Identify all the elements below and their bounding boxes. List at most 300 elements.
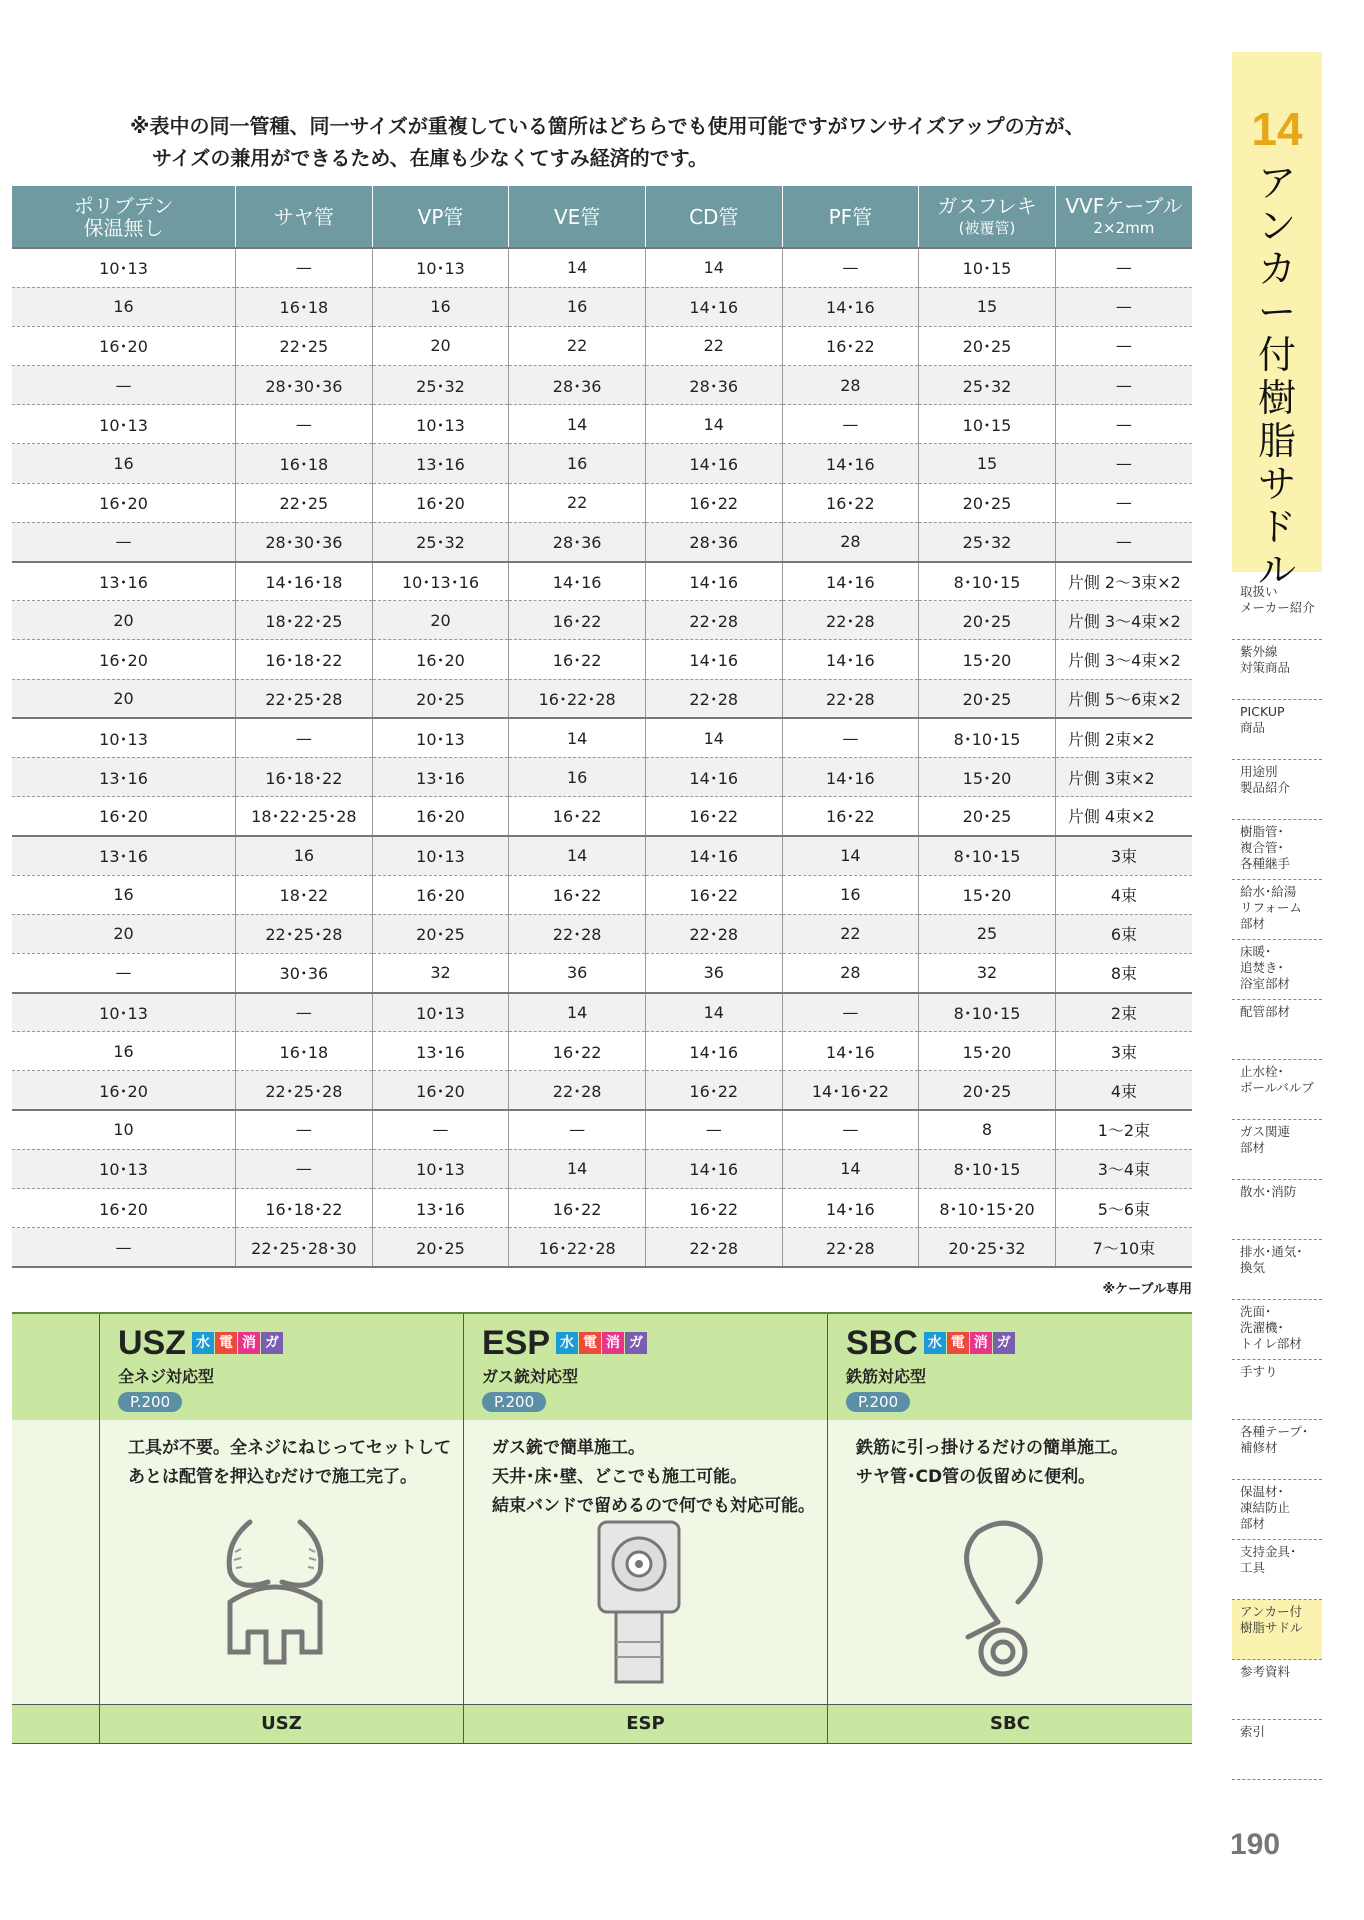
table-cell: — [782,1110,919,1149]
table-row [12,875,1192,914]
table-cell: 30･36 [236,953,373,992]
usage-note-line2: サイズの兼用ができるため、在庫も少なくてすみ経済的です。 [152,146,708,170]
product-body [828,1420,1192,1704]
cable-note: ※ケーブル専用 [1102,1282,1192,1297]
table-cell: 32 [919,953,1056,992]
sidebar-nav-item[interactable]: 配管部材 [1232,1000,1322,1060]
table-cell: 10･13 [372,405,509,444]
sidebar-nav-item[interactable]: ガス関連 部材 [1232,1120,1322,1180]
table-cell: 14･16 [645,1032,782,1071]
table-cell: 10･13 [372,1149,509,1188]
table-cell: 22･28 [645,914,782,953]
page-number: 190 [1230,1828,1281,1861]
table-cell: 20 [12,679,236,718]
chapter-title-char: サ [1257,462,1296,506]
table-cell: 28･36 [509,366,646,405]
product-panel [12,1312,1192,1742]
table-cell: 14･16･18 [236,562,373,601]
table-cell: 14 [509,718,646,757]
table-cell: 16 [12,1032,236,1071]
table-cell: 22 [509,326,646,365]
column-header: VVFケーブル 2×2mm [1055,186,1192,248]
usage-badge: 電 [215,1332,237,1354]
table-cell: 16･18 [236,287,373,326]
table-cell: 16･22 [645,875,782,914]
chapter-title-char: 付 [1257,333,1296,377]
table-cell: 36 [645,953,782,992]
table-cell: — [1055,366,1192,405]
table-cell: 13･16 [372,757,509,796]
table-cell: 20･25 [919,601,1056,640]
table-cell: 16･22 [782,483,919,522]
table-cell: 16･18･22 [236,1189,373,1228]
usage-badges [556,1332,648,1354]
table-cell: 7〜10束 [1055,1228,1192,1267]
table-cell: 22･25･28 [236,914,373,953]
table-cell: 28･36 [509,522,646,561]
table-cell: — [12,953,236,992]
sidebar-nav-item[interactable]: 支持金具･ 工具 [1232,1540,1322,1600]
table-cell: 14･16 [645,287,782,326]
chapter-tab[interactable] [1232,52,1322,592]
usage-badge: 電 [947,1332,969,1354]
table-cell: 14 [645,993,782,1032]
usage-badge: 消 [602,1332,624,1354]
table-row [12,1228,1192,1267]
table-cell: 13･16 [372,1032,509,1071]
table-cell: 28 [782,522,919,561]
table-cell: 20 [12,914,236,953]
table-cell: 15･20 [919,875,1056,914]
table-row [12,1149,1192,1188]
table-cell: 16･22 [645,1189,782,1228]
table-cell: 14 [645,405,782,444]
table-cell: 14･16 [645,640,782,679]
sidebar-nav-item[interactable]: PICKUP 商品 [1232,700,1322,760]
column-header: ガスフレキ (被覆管) [919,186,1056,248]
table-row [12,718,1192,757]
table-cell: 8･10･15 [919,562,1056,601]
table-cell: 28･30･36 [236,366,373,405]
table-cell: 22･28 [782,679,919,718]
chapter-number: 14 [1251,103,1303,155]
table-cell: 16･22 [509,1032,646,1071]
page-reference-link[interactable]: P.200 [118,1392,182,1412]
table-row [12,405,1192,444]
table-cell: 16･22 [645,797,782,836]
sidebar-nav-item[interactable]: 排水･通気･ 換気 [1232,1240,1322,1300]
sidebar-nav-item[interactable]: 床暖･ 追焚き･ 浴室部材 [1232,940,1322,1000]
panel-side [12,1420,100,1704]
product-name: USZ [118,1324,186,1362]
table-row [12,601,1192,640]
table-cell: 16･22 [645,483,782,522]
table-cell: 25･32 [919,522,1056,561]
table-row [12,483,1192,522]
sidebar-nav-item[interactable]: 給水･給湯 リフォーム 部材 [1232,880,1322,940]
table-cell: 28 [782,366,919,405]
table-cell: 16 [236,836,373,875]
table-cell: — [12,522,236,561]
table-cell: 16･22 [509,1189,646,1228]
table-cell: 8･10･15 [919,718,1056,757]
table-cell: 13･16 [12,757,236,796]
product-footer-label: USZ [100,1704,464,1744]
table-cell: 16･20 [12,797,236,836]
sidebar-nav-item[interactable]: アンカー付 樹脂サドル [1232,1600,1322,1660]
table-cell: 10･13 [372,836,509,875]
table-cell: 16･18･22 [236,757,373,796]
table-cell: 14 [782,1149,919,1188]
table-cell: 22･25･28･30 [236,1228,373,1267]
table-cell: 25･32 [372,366,509,405]
table-cell: — [1055,405,1192,444]
chapter-title-char: ン [1257,204,1296,248]
table-cell: 20･25 [919,483,1056,522]
chapter-title-char: ル [1257,548,1296,592]
sidebar-nav-item[interactable]: 樹脂管･ 複合管･ 各種継手 [1232,820,1322,880]
table-cell: 3束 [1055,836,1192,875]
sbc-product-image [948,1512,1058,1692]
table-cell: — [236,1149,373,1188]
table-cell: — [236,405,373,444]
usage-badge: 消 [970,1332,992,1354]
table-cell: 16･20 [372,1071,509,1110]
panel-corner [12,1314,100,1420]
table-cell: — [1055,287,1192,326]
table-cell: 13･16 [12,836,236,875]
column-header: PF管 [782,186,919,248]
table-cell: 16･20 [372,797,509,836]
table-cell: 10･13 [12,405,236,444]
table-cell: 16 [12,287,236,326]
sidebar-nav-item[interactable]: 洗面･ 洗濯機･ トイレ部材 [1232,1300,1322,1360]
product-footer-label: SBC [828,1704,1192,1744]
table-cell: 10･13 [12,1149,236,1188]
table-cell: 14･16･22 [782,1071,919,1110]
table-cell: 16･20 [12,640,236,679]
column-header: ポリブデン 保温無し [12,186,236,248]
table-cell: 片側 5〜6束×2 [1055,679,1192,718]
sidebar-nav-item[interactable]: 保温材･ 凍結防止 部材 [1232,1480,1322,1540]
table-cell: 10･13 [372,718,509,757]
sidebar-nav [1232,580,1322,1780]
table-cell: 20･25･32 [919,1228,1056,1267]
table-row [12,953,1192,992]
page-reference-link[interactable]: P.200 [846,1392,910,1412]
chapter-title-char: 脂 [1257,419,1296,463]
table-cell: — [645,1110,782,1149]
sidebar-nav-item[interactable]: 紫外線 対策商品 [1232,640,1322,700]
table-cell: 2束 [1055,993,1192,1032]
table-cell: 10･15 [919,248,1056,287]
table-cell: 16･22･28 [509,679,646,718]
table-cell: 10･13 [372,993,509,1032]
table-cell: 28 [782,953,919,992]
table-cell: 1〜2束 [1055,1110,1192,1149]
table-cell: 14･16 [782,1032,919,1071]
table-cell: 25･32 [372,522,509,561]
sidebar-nav-item[interactable]: 索引 [1232,1720,1322,1780]
table-cell: 8･10･15･20 [919,1189,1056,1228]
table-cell: 16･22 [782,326,919,365]
table-cell: — [782,993,919,1032]
table-cell: 16･20 [12,1071,236,1110]
table-cell: 28･30･36 [236,522,373,561]
table-row [12,757,1192,796]
table-cell: 14 [645,248,782,287]
table-cell: 16･20 [372,640,509,679]
page-reference-link[interactable]: P.200 [482,1392,546,1412]
table-cell: 20･25 [372,679,509,718]
table-cell: 16･22 [509,797,646,836]
table-cell: 14･16 [645,1149,782,1188]
table-cell: 15 [919,444,1056,483]
table-cell: 22 [782,914,919,953]
table-cell: — [1055,444,1192,483]
table-row [12,248,1192,287]
table-cell: 22･28 [645,601,782,640]
column-header: サヤ管 [236,186,373,248]
table-cell: — [12,366,236,405]
sidebar-nav-item[interactable]: 各種テープ･ 補修材 [1232,1420,1322,1480]
table-cell: 16･22 [509,601,646,640]
table-cell: 15･20 [919,1032,1056,1071]
table-cell: 10･13 [12,248,236,287]
table-cell: 15･20 [919,640,1056,679]
table-cell: 13･16 [372,444,509,483]
table-cell: 16･22 [782,797,919,836]
table-cell: 16･22･28 [509,1228,646,1267]
table-cell: 20･25 [372,914,509,953]
table-cell: 20 [12,601,236,640]
sidebar-nav-item[interactable]: 手すり [1232,1360,1322,1420]
table-cell: — [236,248,373,287]
table-cell: 16 [509,444,646,483]
table-row [12,914,1192,953]
table-cell: 28･36 [645,522,782,561]
table-cell: 16･20 [372,875,509,914]
table-cell: — [782,718,919,757]
table-cell: 13･16 [372,1189,509,1228]
table-cell: 14･16 [782,562,919,601]
chapter-title-char: ア [1257,161,1296,205]
product-description: ガス銃で簡単施工。 天井･床･壁、どこでも施工可能。 結束バンドで留めるので何でも対応可能。 [492,1438,815,1516]
table-cell: 16･20 [12,483,236,522]
table-row [12,366,1192,405]
table-cell: 14･16 [645,836,782,875]
table-cell: 14･16 [782,640,919,679]
table-row [12,640,1192,679]
table-cell: — [509,1110,646,1149]
table-cell: 3束 [1055,1032,1192,1071]
table-row [12,679,1192,718]
table-cell: 16･18･22 [236,640,373,679]
table-cell: 15･20 [919,757,1056,796]
usage-note [130,110,1180,174]
table-cell: — [12,1228,236,1267]
table-cell: 20 [372,601,509,640]
sidebar-nav-item[interactable]: 取扱い メーカー紹介 [1232,580,1322,640]
table-row [12,444,1192,483]
table-cell: 20･25 [919,797,1056,836]
table-cell: 10･13 [12,718,236,757]
table-cell: 10 [12,1110,236,1149]
usage-badge: 消 [238,1332,260,1354]
table-cell: 4束 [1055,875,1192,914]
table-cell: 18･22･25･28 [236,797,373,836]
product-type: 鉄筋対応型 [846,1367,927,1386]
table-cell: 14･16 [782,1189,919,1228]
sidebar-nav-item[interactable]: 用途別 製品紹介 [1232,760,1322,820]
table-cell: — [1055,248,1192,287]
table-cell: 22 [509,483,646,522]
usage-badge: 水 [556,1332,578,1354]
table-cell: 18･22 [236,875,373,914]
chapter-title-char: 樹 [1257,376,1296,420]
product-type: 全ネジ対応型 [118,1367,215,1386]
table-cell: — [1055,326,1192,365]
table-cell: 22･28 [645,679,782,718]
usage-badges [192,1332,284,1354]
table-cell: 22･25･28 [236,1071,373,1110]
table-cell: — [236,993,373,1032]
column-header: VP管 [372,186,509,248]
table-cell: 14 [509,248,646,287]
table-cell: 22･25･28 [236,679,373,718]
table-row [12,562,1192,601]
table-cell: 14･16 [782,757,919,796]
table-cell: 10･13･16 [372,562,509,601]
table-cell: — [782,405,919,444]
table-cell: 4束 [1055,1071,1192,1110]
table-cell: 13･16 [12,562,236,601]
table-cell: 14･16 [645,757,782,796]
table-row [12,522,1192,561]
table-body [12,248,1192,1267]
table-cell: 6束 [1055,914,1192,953]
table-cell: 18･22･25 [236,601,373,640]
table-cell: 22･28 [645,1228,782,1267]
table-row [12,1189,1192,1228]
table-cell: 20･25 [919,1071,1056,1110]
usage-badge: 電 [579,1332,601,1354]
table-cell: 片側 3〜4束×2 [1055,601,1192,640]
table-cell: 10･13 [12,993,236,1032]
table-cell: — [782,248,919,287]
table-cell: 16･22 [509,875,646,914]
table-row [12,326,1192,365]
table-cell: 14･16 [509,562,646,601]
sidebar-nav-item[interactable]: 参考資料 [1232,1660,1322,1720]
table-cell: 14 [509,836,646,875]
table-header-row [12,186,1192,248]
table-cell: 16 [12,444,236,483]
table-cell: 15 [919,287,1056,326]
usage-badge: ガ [261,1332,283,1354]
table-cell: — [372,1110,509,1149]
table-cell: 14 [509,993,646,1032]
table-cell: 16 [12,875,236,914]
table-cell: 10･13 [372,248,509,287]
table-row [12,993,1192,1032]
usage-badge: 水 [192,1332,214,1354]
table-cell: 22･28 [782,601,919,640]
table-cell: 8･10･15 [919,993,1056,1032]
table-cell: — [1055,483,1192,522]
table-cell: 22･28 [509,914,646,953]
table-cell: 14･16 [782,287,919,326]
table-cell: — [236,718,373,757]
table-cell: 28･36 [645,366,782,405]
size-table [12,186,1192,1268]
table-row [12,287,1192,326]
table-cell: 14･16 [645,444,782,483]
table-cell: 16･20 [372,483,509,522]
table-cell: 16 [509,757,646,796]
usz-product-image [220,1512,330,1692]
product-description: 工具が不要。全ネジにねじってセットして あとは配管を押込むだけで施工完了。 [128,1438,451,1487]
product-image [220,1512,330,1696]
esp-product-image [584,1512,694,1692]
table-cell: 8 [919,1110,1056,1149]
product-image [584,1512,694,1696]
table-cell: 5〜6束 [1055,1189,1192,1228]
table-cell: 22 [645,326,782,365]
table-row [12,1032,1192,1071]
usage-badge: ガ [625,1332,647,1354]
product-header [828,1314,1192,1420]
table-cell: 20 [372,326,509,365]
panel-foot-corner [12,1704,100,1744]
product-type: ガス銃対応型 [482,1367,579,1386]
column-header: CD管 [645,186,782,248]
usage-badge: 水 [924,1332,946,1354]
table-cell: 8･10･15 [919,836,1056,875]
table-cell: 14 [509,1149,646,1188]
table-cell: 16･18 [236,444,373,483]
table-cell: 25･32 [919,366,1056,405]
product-description: 鉄筋に引っ掛けるだけの簡単施工。 サヤ管･CD管の仮留めに便利。 [856,1438,1128,1487]
table-row [12,1071,1192,1110]
product-header [100,1314,464,1420]
column-header: VE管 [509,186,646,248]
chapter-title-char: カ [1257,247,1296,291]
table-cell: 片側 2〜3束×2 [1055,562,1192,601]
table-cell: — [236,1110,373,1149]
table-cell: 10･15 [919,405,1056,444]
table-cell: 22･28 [782,1228,919,1267]
table-cell: 16 [509,287,646,326]
table-cell: 20･25 [919,326,1056,365]
sidebar-nav-item[interactable]: 止水栓･ ボールバルブ [1232,1060,1322,1120]
table-row [12,797,1192,836]
usage-note-line1: ※表中の同一管種、同一サイズが重複している箇所はどちらでも使用可能ですがワンサイズアップの方が、 [130,114,1085,138]
table-cell: 14 [509,405,646,444]
chapter-title [1254,162,1300,592]
usage-badge: ガ [993,1332,1015,1354]
table-cell: 20･25 [372,1228,509,1267]
sidebar-nav-item[interactable]: 散水･消防 [1232,1180,1322,1240]
table-cell: 14･16 [782,444,919,483]
table-cell: 16 [372,287,509,326]
product-body [100,1420,464,1704]
table-cell: 22･25 [236,483,373,522]
table-cell: 25 [919,914,1056,953]
table-cell: 片側 3〜4束×2 [1055,640,1192,679]
table-cell: 16･22 [645,1071,782,1110]
table-cell: 3〜4束 [1055,1149,1192,1188]
